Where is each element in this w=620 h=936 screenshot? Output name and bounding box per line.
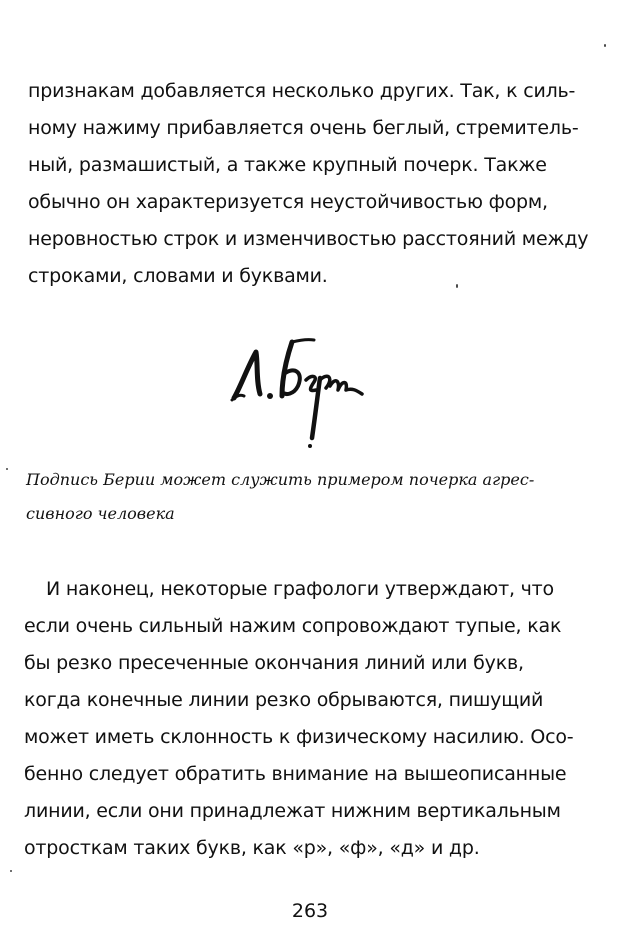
text-line: строками, словами и буквами. — [28, 265, 328, 287]
scan-speck — [6, 468, 8, 470]
text-line: ному нажиму прибавляется очень беглый, стремитель- — [28, 117, 579, 139]
text-line: бы резко пресеченные окончания линий или букв, — [24, 652, 524, 674]
signature-icon — [222, 330, 372, 450]
text-line: признакам добавляется несколько других. Так, к силь- — [28, 80, 576, 102]
paragraph-bottom — [24, 574, 594, 870]
text-line: линии, если они принадлежат нижним вертикальным — [24, 800, 561, 822]
text-line: если очень сильный нажим сопровождают тупые, как — [24, 615, 562, 637]
text-line: ный, размашистый, а также крупный почерк. Также — [28, 154, 547, 176]
text-line: И наконец, некоторые графологи утверждают, что — [46, 578, 554, 600]
caption-line: сивного человека — [26, 504, 175, 523]
text-line: когда конечные линии резко обрываются, пишущий — [24, 689, 544, 711]
caption-line: Подпись Берии может служить примером почерка агрес- — [26, 470, 535, 489]
paragraph-top — [28, 76, 588, 298]
page-number: 263 — [291, 900, 329, 922]
text-line: бенно следует обратить внимание на вышеописанные — [24, 763, 567, 785]
scan-speck — [604, 44, 606, 47]
text-line: неровностью строк и изменчивостью расстояний между — [28, 228, 589, 250]
text-line: может иметь склонность к физическому насилию. Осо- — [24, 726, 574, 748]
text-line: отросткам таких букв, как «р», «ф», «д» и др. — [24, 837, 480, 859]
scan-speck — [10, 870, 12, 872]
text-line: обычно он характеризуется неустойчивостью форм, — [28, 191, 548, 213]
scan-speck — [456, 284, 458, 288]
signature-caption — [26, 466, 596, 534]
